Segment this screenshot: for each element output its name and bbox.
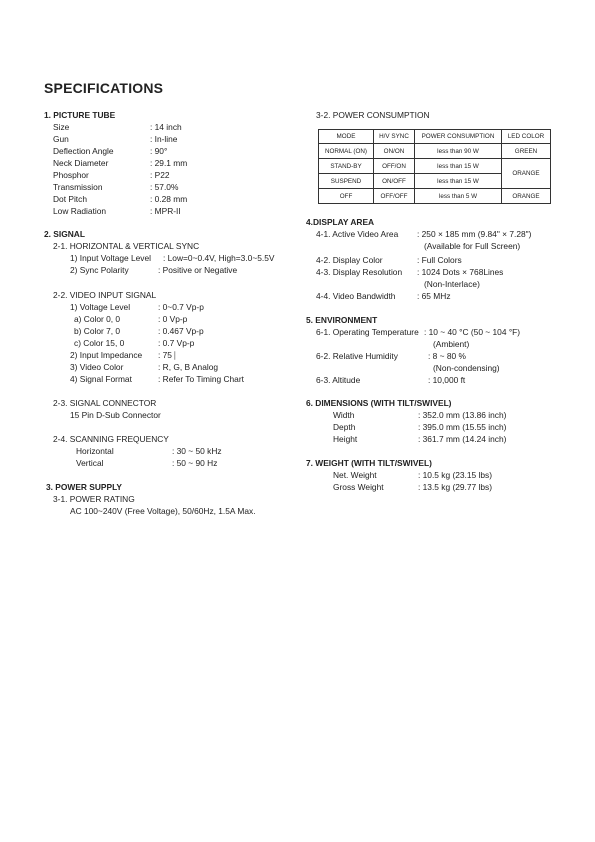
table-cell: less than 90 W <box>415 144 502 159</box>
spec-value: : Full Colors <box>417 255 462 265</box>
table-cell: less than 5 W <box>415 189 502 204</box>
table-header-cell: MODE <box>319 130 374 144</box>
spec-value: : 30 ~ 50 kHz <box>172 446 222 456</box>
spec-value: : 0 Vp-p <box>158 314 188 324</box>
spec-value: : P22 <box>150 170 170 180</box>
table-header-cell: H/V SYNC <box>374 130 415 144</box>
table-cell: SUSPEND <box>319 174 374 189</box>
spec-label: Dot Pitch <box>53 194 87 204</box>
spec-label: Phosphor <box>53 170 89 180</box>
spec-value: : 0.28 mm <box>150 194 188 204</box>
table-cell-merged: ORANGE <box>502 159 551 189</box>
scanning-heading: 2-4. SCANNING FREQUENCY <box>53 434 169 444</box>
spec-label: Net. Weight <box>333 470 377 480</box>
spec-value: : 1024 Dots × 768Lines <box>417 267 504 277</box>
spec-label: 3) Video Color <box>70 362 124 372</box>
table-cell: OFF/ON <box>374 159 415 174</box>
spec-sub: (Available for Full Screen) <box>424 241 521 251</box>
spec-label: b) Color 7, 0 <box>74 326 121 336</box>
power-consumption-heading: 3-2. POWER CONSUMPTION <box>316 110 430 120</box>
table-cell: ORANGE <box>502 189 551 204</box>
spec-value: : 10.5 kg (23.15 lbs) <box>418 470 493 480</box>
weight-heading: 7. WEIGHT (WITH TILT/SWIVEL) <box>306 458 432 468</box>
connector-heading: 2-3. SIGNAL CONNECTOR <box>53 398 157 408</box>
table-cell: OFF <box>319 189 374 204</box>
spec-label: 4-3. Display Resolution <box>316 267 403 277</box>
spec-label: 2) Input Impedance <box>70 350 143 360</box>
spec-value: : 361.7 mm (14.24 inch) <box>418 434 507 444</box>
spec-label: Low Radiation <box>53 206 107 216</box>
table-header-cell: LED COLOR <box>502 130 551 144</box>
spec-sub: (Ambient) <box>433 339 470 349</box>
spec-label: Transmission <box>53 182 103 192</box>
spec-value: : 250 × 185 mm (9.84" × 7.28") <box>417 229 532 239</box>
spec-label: 2) Sync Polarity <box>70 265 129 275</box>
table-cell: NORMAL (ON) <box>319 144 374 159</box>
spec-label: Width <box>333 410 355 420</box>
spec-value: : 57.0% <box>150 182 179 192</box>
spec-value: : 10 ~ 40 °C (50 ~ 104 °F) <box>424 327 521 337</box>
spec-label: 6-2. Relative Humidity <box>316 351 398 361</box>
spec-sub: (Non-condensing) <box>433 363 500 373</box>
spec-value: : 50 ~ 90 Hz <box>172 458 218 468</box>
table-cell: ON/ON <box>374 144 415 159</box>
spec-label: Vertical <box>76 458 104 468</box>
spec-label: Depth <box>333 422 356 432</box>
spec-label: 1) Input Voltage Level <box>70 253 152 263</box>
sync-heading: 2-1. HORIZONTAL & VERTICAL SYNC <box>53 241 200 251</box>
table-row <box>319 189 551 204</box>
spec-value: : 10,000 ft <box>428 375 466 385</box>
spec-value: : Refer To Timing Chart <box>158 374 244 384</box>
table-header-cell: POWER CONSUMPTION <box>415 130 502 144</box>
spec-label: 6-1. Operating Temperature <box>316 327 419 337</box>
spec-label: 4) Signal Format <box>70 374 132 384</box>
table-cell: STAND-BY <box>319 159 374 174</box>
spec-label: Neck Diameter <box>53 158 109 168</box>
spec-value: : 0.467 Vp-p <box>158 326 204 336</box>
display-area-heading: 4.DISPLAY AREA <box>306 217 375 227</box>
spec-label: Gross Weight <box>333 482 384 492</box>
video-heading: 2-2. VIDEO INPUT SIGNAL <box>53 290 157 300</box>
spec-value: : R, G, B Analog <box>158 362 219 372</box>
spec-value: : 65 MHz <box>417 291 451 301</box>
spec-label: 4-1. Active Video Area <box>316 229 399 239</box>
spec-label: c) Color 15, 0 <box>74 338 125 348</box>
spec-value: : 0~0.7 Vp-p <box>158 302 204 312</box>
power-rating-text: AC 100~240V (Free Voltage), 50/60Hz, 1.5A Max. <box>70 506 256 516</box>
spec-value: : 13.5 kg (29.77 lbs) <box>418 482 493 492</box>
spec-value: : 75 ⎸ <box>158 350 183 360</box>
table-cell: less than 15 W <box>415 174 502 189</box>
table-cell: GREEN <box>502 144 551 159</box>
spec-value: : In-line <box>150 134 178 144</box>
picture-tube-heading: 1. PICTURE TUBE <box>44 110 116 120</box>
spec-label: 6-3. Altitude <box>316 375 361 385</box>
spec-value: : 90° <box>150 146 168 156</box>
spec-value: : 0.7 Vp-p <box>158 338 195 348</box>
dimensions-heading: 6. DIMENSIONS (WITH TILT/SWIVEL) <box>306 398 452 408</box>
table-cell: OFF/OFF <box>374 189 415 204</box>
power-supply-heading: 3. POWER SUPPLY <box>46 482 123 492</box>
power-consumption-table <box>318 129 551 204</box>
spec-sub: (Non-Interlace) <box>424 279 480 289</box>
spec-value: : MPR-II <box>150 206 181 216</box>
table-cell: ON/OFF <box>374 174 415 189</box>
spec-value: : 352.0 mm (13.86 inch) <box>418 410 507 420</box>
spec-value: : 395.0 mm (15.55 inch) <box>418 422 507 432</box>
table-header-row <box>319 130 551 144</box>
spec-label: 1) Voltage Level <box>70 302 131 312</box>
spec-value: : 29.1 mm <box>150 158 188 168</box>
signal-heading: 2. SIGNAL <box>44 229 85 239</box>
environment-heading: 5. ENVIRONMENT <box>306 315 378 325</box>
connector-text: 15 Pin D-Sub Connector <box>70 410 161 420</box>
spec-label: Height <box>333 434 358 444</box>
spec-label: 4-4. Video Bandwidth <box>316 291 396 301</box>
table-row <box>319 144 551 159</box>
spec-label: Size <box>53 122 70 132</box>
page-title: SPECIFICATIONS <box>44 80 164 96</box>
spec-label: 4-2. Display Color <box>316 255 383 265</box>
spec-label: Gun <box>53 134 69 144</box>
spec-label: Horizontal <box>76 446 114 456</box>
power-rating-heading: 3-1. POWER RATING <box>53 494 135 504</box>
table-cell: less than 15 W <box>415 159 502 174</box>
table-row <box>319 159 551 174</box>
spec-value: : 14 inch <box>150 122 182 132</box>
spec-label: Deflection Angle <box>53 146 114 156</box>
spec-value: : Low=0~0.4V, High=3.0~5.5V <box>163 253 275 263</box>
spec-value: : Positive or Negative <box>158 265 238 275</box>
spec-value: : 8 ~ 80 % <box>428 351 466 361</box>
spec-label: a) Color 0, 0 <box>74 314 121 324</box>
